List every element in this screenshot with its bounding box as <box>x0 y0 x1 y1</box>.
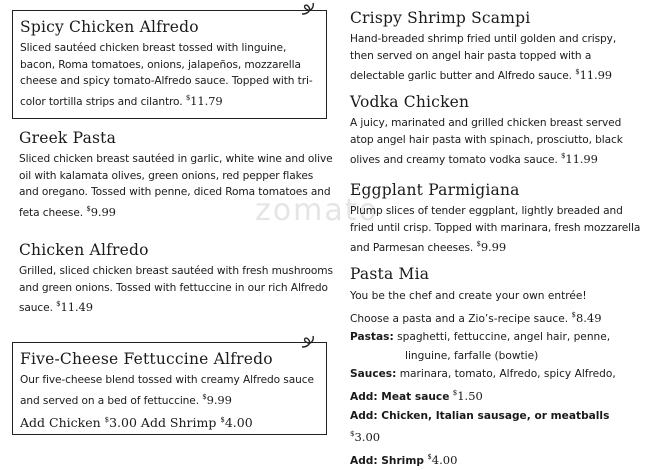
pasta-mia-sauces: Sauces: marinara, tomato, Alfredo, spicy Alfredo, <box>350 368 616 381</box>
pasta-mia-add-chicken: Add: Chicken, Italian sausage, or meatballs $3.00 <box>350 409 610 445</box>
watermark: zomato <box>255 193 379 228</box>
item-description: Grilled, sliced chicken breast sautéed with fresh mushrooms and green onions. Tossed with fettuccine in our rich Alfredo sauce. $11.49 <box>19 265 333 315</box>
item-price: $8.49 <box>571 310 602 325</box>
squiggle-ornament-icon <box>300 335 316 349</box>
item-name: Spicy Chicken Alfredo <box>20 18 199 36</box>
item-description: Sliced sautéed chicken breast tossed with linguine, bacon, Roma tomatoes, onions, jalapeños, mozzarella cheese and spicy tomato-Alfredo sauce. Topped with tri-color tortilla strips and cilantro. $11.79 <box>20 42 313 108</box>
item-description: Plump slices of tender eggplant, lightly breaded and fried until crisp. Topped with marinara, fresh mozzarella and Parmesan cheeses. $9.99 <box>350 205 641 255</box>
item-price: $3.00 <box>350 430 381 445</box>
item-description: Hand-breaded shrimp fried until golden and crispy, then served on angel hair pasta topped with a delectable garlic butter and Alfredo sauce. $11.99 <box>350 33 617 83</box>
item-name: Chicken Alfredo <box>19 241 149 259</box>
item-price: $11.99 <box>575 68 613 83</box>
pasta-mia-add-meat: Add: Meat sauce $1.50 <box>350 388 483 403</box>
pasta-mia-choose: Choose a pasta and a Zio’s-recipe sauce. $8.49 <box>350 310 602 325</box>
item-price: $11.49 <box>56 300 93 315</box>
item-description: Sliced chicken breast sautéed in garlic, white wine and olive oil with kalamata olives, green onions, red pepper flakes and oregano. Tossed with penne, diced Roma tomatoes and feta cheese. $9.99 <box>19 153 333 219</box>
add-ons-line: Add Chicken $3.00 Add Shrimp $4.00 <box>20 415 253 431</box>
pasta-mia-pastas-cont: linguine, farfalle (bowtie) <box>405 349 539 362</box>
menu-item-greek-pasta <box>12 128 334 221</box>
menu-item-eggplant-parmigiana <box>350 180 642 257</box>
item-name: Five-Cheese Fettuccine Alfredo <box>20 350 273 368</box>
item-description: A juicy, marinated and grilled chicken breast served atop angel hair pasta with spinach, prosciutto, black olives and creamy tomato vodka sauce. $11.99 <box>350 117 623 167</box>
item-name: Vodka Chicken <box>350 93 470 111</box>
squiggle-ornament-icon <box>300 2 316 16</box>
item-price: $9.99 <box>202 392 232 407</box>
item-price: $9.99 <box>476 240 507 255</box>
menu-item-pasta-mia <box>350 264 642 470</box>
menu-item-vodka-chicken <box>350 92 642 169</box>
menu-item-crispy-shrimp-scampi <box>350 8 642 85</box>
item-price: $11.79 <box>185 93 223 108</box>
item-price: $4.00 <box>427 452 458 467</box>
item-price: $9.99 <box>86 204 116 219</box>
item-name: Eggplant Parmigiana <box>350 181 520 199</box>
menu-item-chicken-alfredo <box>12 240 334 317</box>
item-description: Our five-cheese blend tossed with creamy Alfredo sauce and served on a bed of fettuccine. $9.99 <box>20 374 314 407</box>
item-price: $1.50 <box>452 388 483 403</box>
pasta-mia-add-shrimp: Add: Shrimp $4.00 <box>350 452 458 467</box>
item-name: Greek Pasta <box>19 129 117 147</box>
menu-item-five-cheese-fettuccine-alfredo <box>12 342 327 435</box>
pasta-mia-intro: You be the chef and create your own entrée! <box>350 290 587 302</box>
item-name: Crispy Shrimp Scampi <box>350 9 531 27</box>
pasta-mia-pastas: Pastas: spaghetti, fettuccine, angel hair, penne, <box>350 331 611 344</box>
item-price: $11.99 <box>561 152 598 167</box>
menu-item-spicy-chicken-alfredo <box>12 10 327 119</box>
item-name: Pasta Mia <box>350 265 430 283</box>
